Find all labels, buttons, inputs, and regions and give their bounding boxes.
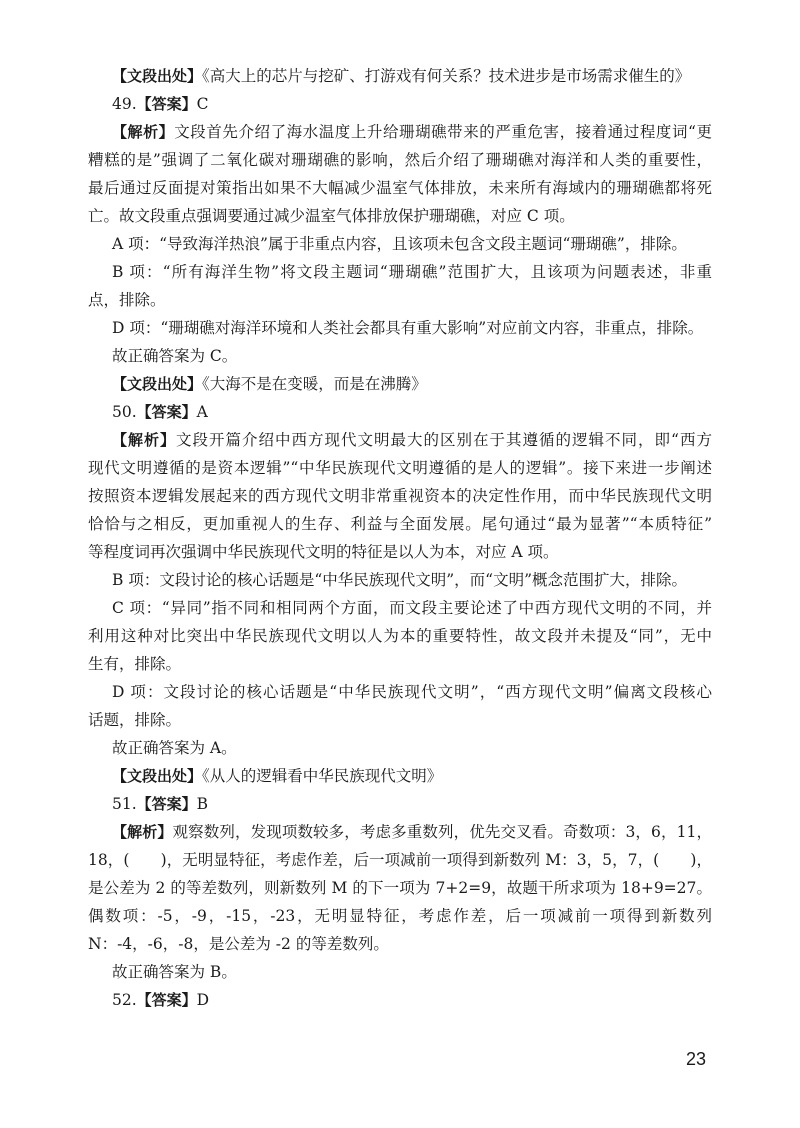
- answer-value: A: [196, 403, 208, 421]
- answer-line-49: [88, 90, 712, 118]
- conclusion: 故正确答案为 A。: [112, 739, 237, 757]
- question-number: 52.: [112, 991, 137, 1009]
- option-c-analysis: C 项：“异同”指不同和相同两个方面，而文段主要论述了中西方现代文明的不同，并: [112, 599, 712, 617]
- source-text: 《大海不是在变暖，而是在沸腾》: [202, 375, 427, 393]
- analysis-label: 【解析】: [112, 823, 173, 841]
- answer-line-50: [88, 398, 712, 426]
- option-b-analysis: B 项：“所有海洋生物”将文段主题词“珊瑚礁”范围扩大，且该项为问题表述，非重: [112, 263, 712, 281]
- analysis-line: 按照资本逻辑发展起来的西方现代文明非常重视资本的决定性作用，而中华民族现代文明: [88, 487, 712, 505]
- analysis-line: 亡。故文段重点强调要通过减少温室气体排放保护珊瑚礁，对应 C 项。: [88, 207, 575, 225]
- analysis-line: 糟糕的是”强调了二氧化碳对珊瑚礁的影响，然后介绍了珊瑚礁对海洋和人类的重要性，: [88, 151, 712, 169]
- answer-value: D: [196, 991, 210, 1009]
- analysis-label: 【解析】: [112, 431, 177, 449]
- question-number: 51.: [112, 795, 137, 813]
- analysis-line: [88, 818, 712, 846]
- page-number: 23: [686, 1049, 707, 1069]
- analysis-line: [88, 426, 712, 454]
- answer-label: 【答案】: [136, 403, 197, 421]
- option-a-analysis: A 项：“导致海洋热浪”属于非重点内容，且该项未包含文段主题词“珊瑚礁”，排除。: [112, 235, 687, 253]
- answer-label: 【答案】: [136, 991, 197, 1009]
- source-text: 《高大上的芯片与挖矿、打游戏有何关系？技术进步是市场需求催生的》: [202, 67, 691, 85]
- option-b-analysis: B 项：文段讨论的核心话题是“中华民族现代文明”，而“文明”概念范围扩大，排除。: [112, 571, 688, 589]
- answer-value: B: [196, 795, 209, 813]
- analysis-line: 恰恰与之相反，更加重视人的生存、利益与全面发展。尾句通过“最为显著”“本质特征”: [88, 515, 712, 533]
- source-label: 【文段出处】: [112, 67, 203, 85]
- analysis-line: 等程度词再次强调中华民族现代文明的特征是以人为本，对应 A 项。: [88, 543, 559, 561]
- answer-line-52: [88, 986, 712, 1014]
- source-label: 【文段出处】: [112, 767, 203, 785]
- option-b-analysis: 点，排除。: [88, 291, 166, 309]
- option-d-analysis: 话题，排除。: [88, 711, 182, 729]
- question-number: 49.: [112, 95, 137, 113]
- analysis-line: N：-4，-6，-8，是公差为 -2 的等差数列。: [88, 935, 389, 953]
- analysis-line: 是公差为 2 的等差数列，则新数列 M 的下一项为 7+2=9，故题干所求项为 18+9=27。: [88, 879, 712, 897]
- analysis-line: 18，( )，无明显特征，考虑作差，后一项减前一项得到新数列 M：3，5，7，( )，: [88, 851, 712, 869]
- source-line-50: [88, 762, 712, 790]
- document-page: [88, 62, 712, 1014]
- analysis-line: 偶数项：-5，-9，-15，-23，无明显特征，考虑作差，后一项减前一项得到新数列: [88, 907, 712, 925]
- analysis-line: 现代文明遵循的是资本逻辑”“中华民族现代文明遵循的是人的逻辑”。接下来进一步阐述: [88, 459, 712, 477]
- option-c-analysis: 生有，排除。: [88, 655, 182, 673]
- analysis-line: [88, 118, 712, 146]
- analysis-text: 观察数列，发现项数较多，考虑多重数列，优先交叉看。奇数项：3，6，11，: [172, 823, 712, 841]
- option-d-analysis: D 项：文段讨论的核心话题是“中华民族现代文明”，“西方现代文明”偏离文段核心: [112, 683, 712, 701]
- answer-label: 【答案】: [136, 795, 197, 813]
- answer-label: 【答案】: [136, 95, 197, 113]
- analysis-label: 【解析】: [112, 123, 175, 141]
- conclusion: 故正确答案为 C。: [112, 347, 238, 365]
- option-c-analysis: 利用这种对比突出中华民族现代文明以人为本的重要特性，故文段并未提及“同”，无中: [88, 627, 712, 645]
- option-d-analysis: D 项：“珊瑚礁对海洋环境和人类社会都具有重大影响”对应前文内容，非重点，排除。: [112, 319, 704, 337]
- source-text: 《从人的逻辑看中华民族现代文明》: [202, 767, 443, 785]
- analysis-text: 文段开篇介绍中西方现代文明最大的区别在于其遵循的逻辑不同，即“西方: [176, 431, 712, 449]
- analysis-text: 文段首先介绍了海水温度上升给珊瑚礁带来的严重危害，接着通过程度词“更: [174, 123, 712, 141]
- source-line-48: [88, 62, 712, 90]
- question-number: 50.: [112, 403, 137, 421]
- conclusion: 故正确答案为 B。: [112, 963, 237, 981]
- source-label: 【文段出处】: [112, 375, 203, 393]
- analysis-line: 最后通过反面提对策指出如果不大幅减少温室气体排放，未来所有海域内的珊瑚礁都将死: [88, 179, 712, 197]
- answer-line-51: [88, 790, 712, 818]
- source-line-49: [88, 370, 712, 398]
- answer-value: C: [196, 95, 209, 113]
